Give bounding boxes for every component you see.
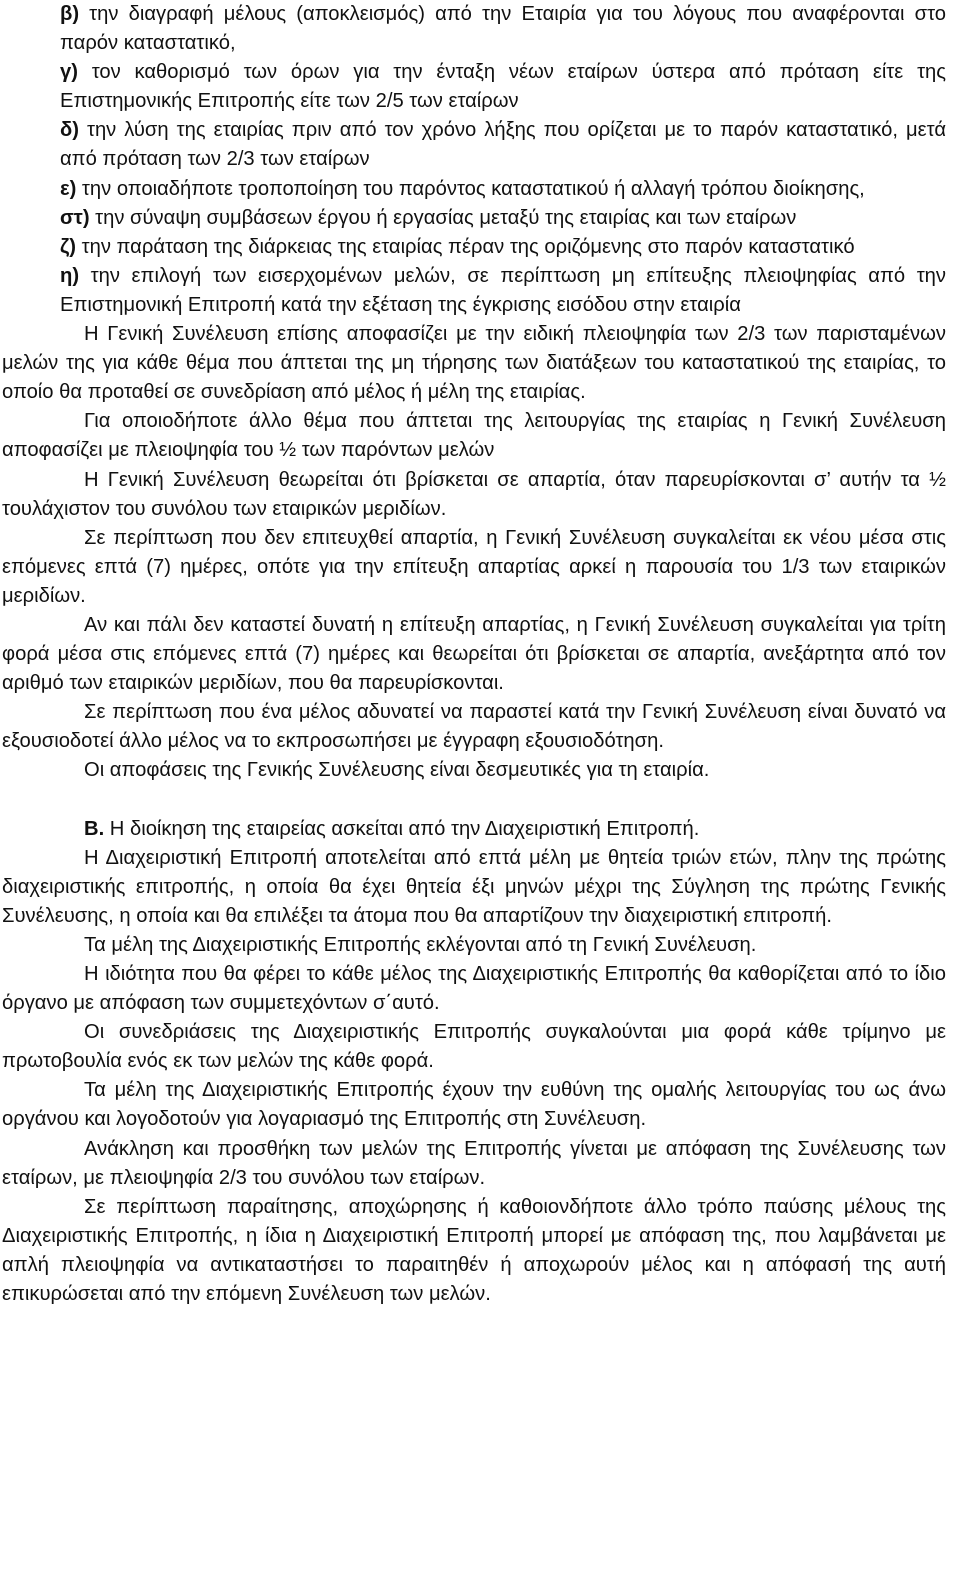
- list-item: [0, 0, 946, 58]
- list-item-text: τον καθορισμό των όρων για την ένταξη νέων εταίρων ύστερα από πρόταση είτε της Επιστημονικής Επιτροπής είτε των 2/5 των εταίρων: [60, 61, 946, 113]
- paragraph: Η Διαχειριστική Επιτροπή αποτελείται από επτά μέλη με θητεία τριών ετών, πλην της πρώτης διαχειριστικής επιτροπής, η οποία θα έχει θητεία έξι μηνών μέχρι της Σύγληση της πρώτης Γενικής Συνέλευσης, η οποία και θα επιλέξει τα άτομα που θα απαρτίζουν την διαχειριστική επιτροπή.: [2, 846, 946, 927]
- list-item: [0, 116, 946, 174]
- list-item-text: την διαγραφή μέλους (αποκλεισμός) από την Εταιρία για του λόγους που αναφέρονται στο παρόν καταστατικό,: [60, 3, 946, 55]
- list-item-marker: ζ): [60, 235, 77, 258]
- list-item-marker: η): [60, 264, 80, 287]
- section-heading-text: Η διοίκηση της εταιρείας ασκείται από την Διαχειριστική Επιτροπή.: [104, 817, 700, 840]
- list-item-text: την παράταση της διάρκειας της εταιρίας πέραν της οριζόμενης στο παρόν καταστατικό: [76, 235, 855, 258]
- list-item: [0, 175, 946, 204]
- list-item: [0, 233, 946, 262]
- list-item-text: την επιλογή των εισερχομένων μελών, σε περίπτωση μη επίτευξης πλειοψηφίας από την Επιστημονική Επιτροπή κατά την εξέταση της έγκρισης εισόδου στην εταιρία: [60, 264, 946, 316]
- list-item-marker: β): [60, 3, 80, 25]
- paragraph: Η Γενική Συνέλευση θεωρείται ότι βρίσκεται σε απαρτία, όταν παρευρίσκονται σ’ αυτήν τα ½ τουλάχιστον του συνόλου των εταιρικών μεριδίων.: [2, 468, 946, 520]
- paragraph: Τα μέλη της Διαχειριστικής Επιτροπής εκλέγονται από τη Γενική Συνέλευση.: [84, 933, 757, 956]
- management-committee-section: [0, 844, 946, 1310]
- paragraph: Αν και πάλι δεν καταστεί δυνατή η επίτευξη απαρτίας, η Γενική Συνέλευση συγκαλείται για τρίτη φορά μέσα στις επόμενες επτά (7) ημέρες και θεωρείται ότι βρίσκεται σε απαρτία, ανεξάρτητα από τον αριθμό των εταιρικών μεριδίων, που θα παρευρίσκονται.: [2, 613, 946, 695]
- list-item-marker: δ): [60, 119, 79, 142]
- list-item-text: την οποιαδήποτε τροποποίηση του παρόντος καταστατικού ή αλλαγή τρόπου διοίκησης,: [76, 177, 865, 200]
- paragraph: Σε περίπτωση που δεν επιτευχθεί απαρτία, η Γενική Συνέλευση συγκαλείται εκ νέου μέσα στις επόμενες επτά (7) ημέρες, οπότε για την επίτευξη απαρτίας αρκεί η παρουσία του 1/3 των εταιρικών μεριδίων.: [2, 526, 946, 607]
- paragraph: Οι αποφάσεις της Γενικής Συνέλευσης είναι δεσμευτικές για τη εταιρία.: [84, 759, 710, 782]
- list-item: [0, 204, 946, 233]
- paragraph: Η Γενική Συνέλευση επίσης αποφασίζει με την ειδική πλειοψηφία των 2/3 των παρισταμένων μελών της για κάθε θέμα που άπτεται της μη τήρησης των διατάξεων του καταστατικού της εταιρίας, το οποίο θα προταθεί σε συνεδρίαση από μέλος ή μέλη της εταιρίας.: [2, 323, 946, 404]
- paragraph: Τα μέλη της Διαχειριστικής Επιτροπής έχουν την ευθύνη της ομαλής λειτουργίας του ως άνω οργάνου και λογοδοτούν για λογαριασμό της Επιτροπής στη Συνέλευση.: [2, 1079, 946, 1131]
- list-item-marker: γ): [60, 61, 78, 84]
- list-item-marker: στ): [60, 206, 90, 229]
- list-item: [0, 262, 946, 320]
- paragraph: Σε περίπτωση παραίτησης, αποχώρησης ή καθοιονδήποτε άλλο τρόπο παύσης μέλους της Διαχειριστικής Επιτροπής, η ίδια η Διαχειριστική Επιτροπή μπορεί με απόφαση της, που λαμβάνεται με απλή πλειοψηφία να αντικαταστήσει το παραιτηθέν ή αποχωρούν μέλος και η απόφασή της αυτή επικυρώσεται από την επόμενη Συνέλευση των μελών.: [2, 1195, 946, 1306]
- paragraph: Για οποιοδήποτε άλλο θέμα που άπτεται της λειτουργίας της εταιρίας η Γενική Συνέλευση αποφασίζει με πλειοψηφία του ½ των παρόντων μελών: [2, 410, 946, 462]
- paragraph: Ανάκληση και προσθήκη των μελών της Επιτροπής γίνεται με απόφαση της Συνέλευσης των εταίρων, με πλειοψηφία 2/3 του συνόλου των εταίρων.: [2, 1137, 946, 1189]
- paragraph: Οι συνεδριάσεις της Διαχειριστικής Επιτροπής συγκαλούνται μια φορά κάθε τρίμηνο με πρωτοβουλία ενός εκ των μελών της κάθε φορά.: [2, 1021, 946, 1073]
- section-b-heading: [0, 815, 946, 844]
- list-item-marker: ε): [60, 177, 77, 200]
- voting-matters-list: [0, 0, 946, 320]
- paragraph: Η ιδιότητα που θα φέρει το κάθε μέλος της Διαχειριστικής Επιτροπής θα καθορίζεται από το ίδιο όργανο με απόφαση των συμμετεχόντων σ΄αυτό.: [2, 963, 946, 1015]
- list-item: [0, 58, 946, 116]
- general-assembly-section: [0, 320, 946, 786]
- paragraph: Σε περίπτωση που ένα μέλος αδυνατεί να παραστεί κατά την Γενική Συνέλευση είναι δυνατό να εξουσιοδοτεί άλλο μέλος να το εκπροσωπήσει με έγγραφη εξουσιοδότηση.: [2, 701, 946, 753]
- section-marker: Β.: [84, 817, 105, 840]
- list-item-text: την λύση της εταιρίας πριν από τον χρόνο λήξης που ορίζεται με το παρόν καταστατικό, μετά από πρόταση των 2/3 των εταίρων: [60, 119, 946, 171]
- list-item-text: την σύναψη συμβάσεων έργου ή εργασίας μεταξύ της εταιρίας και των εταίρων: [89, 206, 797, 229]
